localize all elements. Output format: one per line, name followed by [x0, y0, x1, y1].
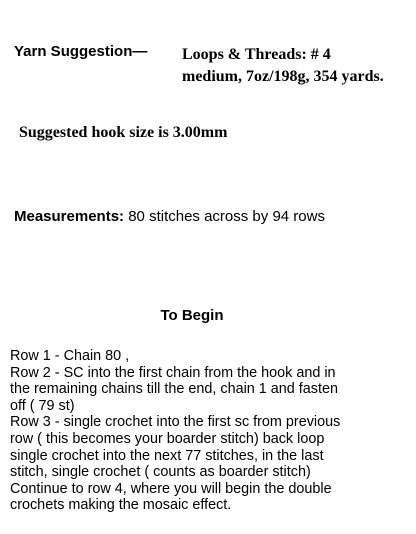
instruction-line: Continue to row 4, where you will begin the double	[10, 480, 332, 497]
yarn-value-line-2: medium, 7oz/198g, 354 yards.	[182, 68, 384, 85]
yarn-value-line-1: Loops & Threads: # 4	[182, 46, 331, 63]
instruction-line: single crochet into the next 77 stitches, in the last	[10, 447, 324, 464]
hook-size-text: Suggested hook size is 3.00mm	[19, 124, 228, 141]
instruction-line: the remaining chains till the end, chain 1 and fasten	[10, 381, 338, 398]
instruction-line: stitch, single crochet ( counts as boarder stitch)	[10, 464, 311, 481]
instruction-line: row ( this becomes your boarder stitch) back loop	[10, 430, 325, 447]
instruction-line: Row 1 - Chain 80 ,	[10, 348, 130, 364]
instructions-text	[10, 348, 340, 514]
instruction-line: off ( 79 st)	[10, 397, 75, 414]
measurements	[14, 208, 325, 225]
section-heading: To Begin	[160, 307, 224, 324]
yarn-suggestion-value	[182, 44, 384, 88]
instruction-line: Row 3 - single crochet into the first sc from previous	[10, 414, 341, 431]
measurements-value: 80 stitches across by 94 rows	[124, 208, 325, 225]
instruction-line: Row 2 - SC into the first chain from the hook and in	[10, 364, 336, 381]
instruction-line: crochets making the mosaic effect.	[10, 497, 232, 514]
yarn-suggestion-label: Yarn Suggestion—	[14, 43, 148, 60]
measurements-label: Measurements:	[14, 208, 125, 225]
